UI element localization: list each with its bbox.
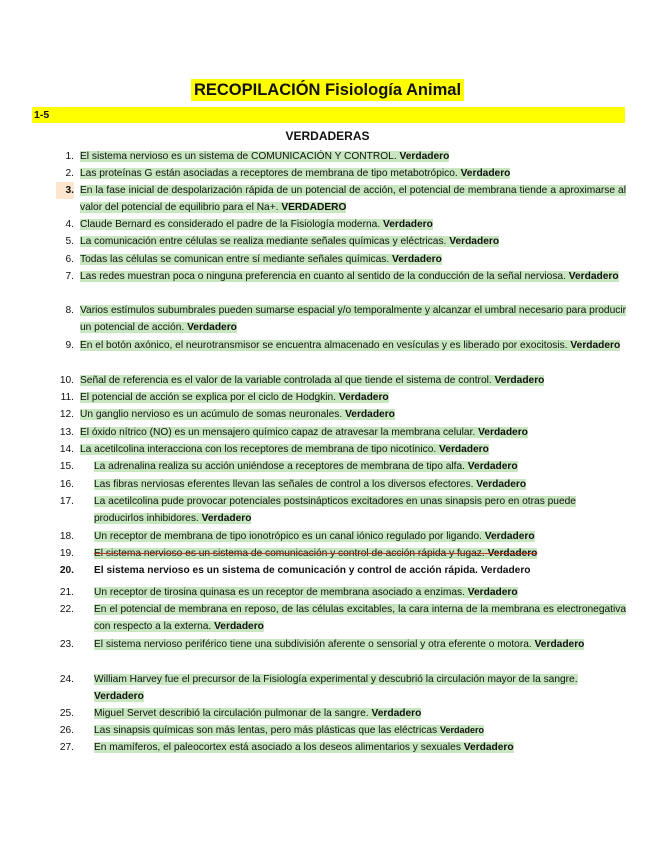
question-range: 1-5 <box>32 107 625 123</box>
list-item <box>56 406 626 423</box>
item-answer: Verdadero <box>371 708 422 719</box>
item-answer: Verdadero <box>399 151 450 162</box>
item-number: 20. <box>59 565 74 576</box>
item-number: 27. <box>59 742 74 753</box>
item-number: 6. <box>65 254 74 265</box>
item-text: El óxido nítrico (NO) es un mensajero químico capaz de atravesar la membrana celular. <box>80 427 476 438</box>
item-text: Varios estímulos subumbrales pueden sumarse espacial y/o temporalmente y alcanzar el umbral necesario para producir un potencial de acción. <box>80 305 626 333</box>
list-item <box>56 389 626 406</box>
item-answer: Verdadero <box>449 236 500 247</box>
list-item <box>56 739 626 756</box>
item-number: 12. <box>59 409 74 420</box>
list-item <box>56 424 626 441</box>
item-text: Miguel Servet describió la circulación pulmonar de la sangre. <box>94 708 369 719</box>
item-number: 17. <box>59 496 74 507</box>
item-answer: Verdadero <box>494 375 545 386</box>
item-text: Todas las células se comunican entre sí mediante señales químicas. <box>80 254 390 265</box>
item-text: Las fibras nerviosas eferentes llevan las señales de control a los diversos efectores. <box>94 479 474 490</box>
item-answer: Verdadero <box>467 461 518 472</box>
item-number: 11. <box>60 392 74 403</box>
list-item <box>56 251 626 268</box>
item-text: Claude Bernard es considerado el padre de la Fisiología moderna. <box>80 219 381 230</box>
item-answer: Verdadero <box>214 621 264 632</box>
item-number: 8. <box>65 305 74 316</box>
list-item <box>56 584 626 601</box>
title-wrapper <box>0 79 655 101</box>
list-item <box>56 441 626 458</box>
list-item <box>56 182 626 216</box>
item-number: 13. <box>59 427 74 438</box>
item-text: Un receptor de membrana de tipo ionotrópico es un canal iónico regulado por ligando. <box>94 531 482 542</box>
item-text: El sistema nervioso es un sistema de comunicación y control de acción rápida. <box>94 565 478 576</box>
item-text: La acetilcolina interacciona con los receptores de membrana de tipo nicotínico. <box>80 444 437 455</box>
list-item <box>56 372 626 389</box>
item-answer: Verdadero <box>568 271 619 282</box>
item-number: 4. <box>65 219 74 230</box>
item-number: 18. <box>59 531 74 542</box>
item-number: 24. <box>59 674 74 685</box>
list-item <box>56 722 626 739</box>
item-answer: Verdadero <box>463 742 514 753</box>
item-number: 2. <box>65 168 74 179</box>
list-item <box>56 302 626 336</box>
list-item <box>56 458 626 475</box>
list-item <box>56 636 626 653</box>
item-text: Señal de referencia es el valor de la variable controlada al que tiende el sistema de control. <box>80 375 492 386</box>
list-item <box>56 216 626 233</box>
item-answer: Verdadero <box>570 340 621 351</box>
item-number: 3. <box>56 182 74 199</box>
item-text: En el botón axónico, el neurotransmisor se encuentra almacenado en vesículas y es liberado por exocitosis. <box>80 340 568 351</box>
item-text: El sistema nervioso es un sistema de COMUNICACIÓN Y CONTROL. <box>80 151 397 162</box>
item-text: En el potencial de membrana en reposo, de las células excitables, la cara interna de la membrana es electronegativa con respecto a la externa. <box>94 604 626 632</box>
item-answer: Verdadero <box>439 444 489 455</box>
item-text: El sistema nervioso periférico tiene una subdivisión aferente o sensorial y otra eferente o motora. <box>94 639 532 650</box>
item-answer: Verdadero <box>187 322 237 333</box>
item-number: 22. <box>59 604 74 615</box>
item-answer: Verdadero <box>439 725 485 735</box>
list-item <box>56 165 626 182</box>
list-item <box>56 337 626 354</box>
list-item <box>56 671 626 705</box>
item-answer: Verdadero <box>476 479 527 490</box>
item-answer: Verdadero <box>460 168 511 179</box>
item-number: 23. <box>59 639 74 650</box>
item-answer: Verdadero <box>94 691 144 702</box>
item-number: 5. <box>65 236 74 247</box>
item-number: 10. <box>59 375 74 386</box>
item-number: 19. <box>59 548 74 559</box>
item-number: 16. <box>59 479 74 490</box>
list-item <box>56 601 626 635</box>
item-text: Las redes muestran poca o ninguna preferencia en cuanto al sentido de la conducción de la señal nerviosa. <box>80 271 566 282</box>
item-number: 15. <box>59 461 74 472</box>
item-answer: Verdadero <box>201 513 252 524</box>
item-number: 1. <box>65 151 74 162</box>
item-answer: VERDADERO <box>281 202 347 213</box>
item-text: El sistema nervioso es un sistema de comunicación y control de acción rápida y fugaz. <box>94 548 485 559</box>
item-answer: Verdadero <box>345 409 395 420</box>
item-answer: Verdadero <box>467 587 518 598</box>
item-text: El potencial de acción se explica por el ciclo de Hodgkin. <box>80 392 336 403</box>
document-title: RECOPILACIÓN Fisiología Animal <box>191 79 464 101</box>
item-text: William Harvey fue el precursor de la Fisiología experimental y descubrió la circulación mayor de la sangre. <box>94 674 578 685</box>
item-number: 7. <box>65 271 74 282</box>
item-text: La acetilcolina pude provocar potenciales postsinápticos excitadores en unas sinapsis pero en otras puede producirlos inhibidores. <box>94 496 576 524</box>
list-item <box>56 528 626 545</box>
section-heading: VERDADERAS <box>285 129 370 143</box>
item-text: En mamíferos, el paleocortex está asociado a los deseos alimentarios y sexuales <box>94 742 461 753</box>
list-item <box>56 705 626 722</box>
item-text: En la fase inicial de despolarización rápida de un potencial de acción, el potencial de membrana tiende a aproximarse al valor del potencial de equilibrio para el Na+. <box>80 185 626 213</box>
list-item <box>56 233 626 250</box>
item-number: 25. <box>59 708 74 719</box>
item-number: 14. <box>59 444 74 455</box>
item-answer: Verdadero <box>487 548 538 559</box>
item-answer: Verdadero <box>392 254 442 265</box>
item-answer: Verdadero <box>484 531 535 542</box>
item-answer: Verdadero <box>383 219 433 230</box>
item-text: Un ganglio nervioso es un acúmulo de somas neuronales. <box>80 409 343 420</box>
item-text: Un receptor de tirosina quinasa es un receptor de membrana asociado a enzimas. <box>94 587 465 598</box>
item-text: La adrenalina realiza su acción uniéndose a receptores de membrana de tipo alfa. <box>94 461 465 472</box>
item-number: 21. <box>59 587 74 598</box>
item-answer: Verdadero <box>480 565 531 576</box>
list-item <box>56 545 626 562</box>
item-text: Las sinapsis químicas son más lentas, pero más plásticas que las eléctricas <box>94 725 438 736</box>
item-answer: Verdadero <box>534 639 585 650</box>
list-item <box>56 493 626 527</box>
list-item <box>56 562 626 579</box>
item-text: Las proteínas G están asociadas a receptores de membrana de tipo metabotrópico. <box>80 168 458 179</box>
item-text: La comunicación entre células se realiza mediante señales químicas y eléctricas. <box>80 236 447 247</box>
item-answer: Verdadero <box>478 427 528 438</box>
item-number: 26. <box>59 725 74 736</box>
item-answer: Verdadero <box>338 392 389 403</box>
list-item <box>56 476 626 493</box>
item-number: 9. <box>65 340 74 351</box>
list-item <box>56 148 626 165</box>
list-item <box>56 268 626 285</box>
